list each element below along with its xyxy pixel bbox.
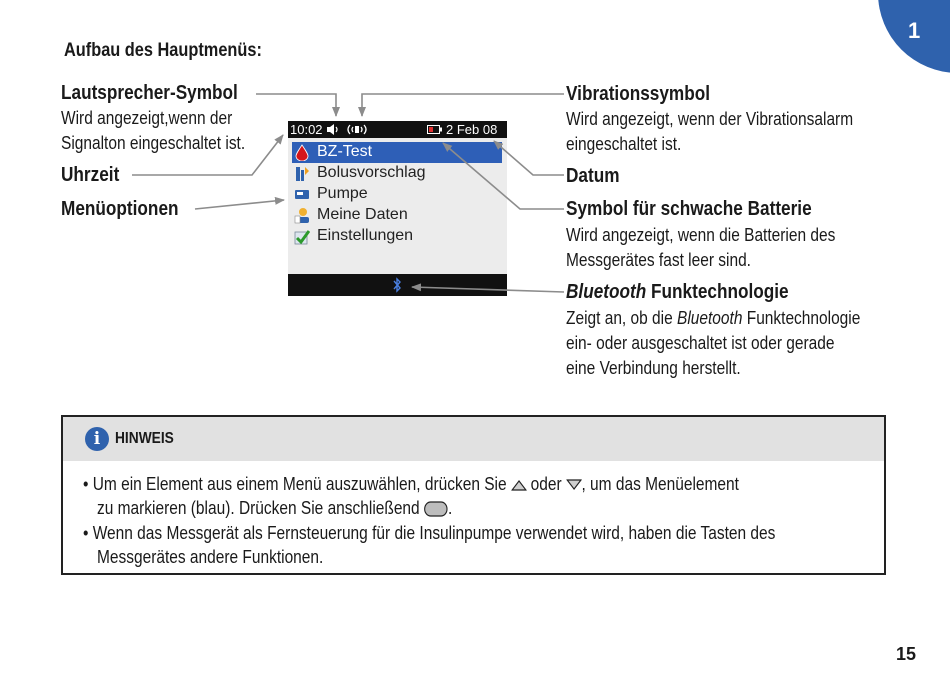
speaker-callout-line [256,94,336,116]
chapter-number: 1 [908,18,921,43]
note-bullet-1-line-2 [97,496,452,520]
vibration-label-line2: eingeschaltet ist. [566,134,682,154]
bluetooth-line1-pre: Zeigt an, ob die [566,308,678,328]
bluetooth-line1-italic: Bluetooth [677,308,743,328]
menu-item-label: Bolusvorschlag [317,164,426,181]
bluetooth-label-line2: ein- oder ausgeschaltet ist oder gerade [566,333,835,353]
low-battery-callout-line [443,143,564,209]
note-text: . [448,498,453,518]
note-text: oder [526,474,566,494]
time-label-title: Uhrzeit [61,164,120,186]
down-key-icon [566,479,581,491]
date-label-title: Datum [566,165,620,187]
note-bullet-1-line-1 [83,472,739,496]
vibration-label-line1: Wird angezeigt, wenn der Vibrationsalarm [566,109,854,129]
note-text: , um das Menüelement [581,474,739,494]
info-icon: i [85,427,109,451]
speaker-label-line2: Signalton eingeschaltet ist. [61,133,246,153]
status-time: 10:02 [290,122,323,137]
menu-options-callout-line [195,200,284,209]
low-battery-label-line1: Wird angezeigt, wenn die Batterien des [566,225,836,245]
low-battery-label-title: Symbol für schwache Batterie [566,198,812,220]
speaker-label-line1: Wird angezeigt,wenn der [61,108,233,128]
bluetooth-callout-line [412,287,564,292]
note-text: zu markieren (blau). Drücken Sie anschließend [97,498,424,518]
low-battery-label-line2: Messgerätes fast leer sind. [566,250,751,270]
bluetooth-label-title-rest: Funktechnologie [646,281,789,303]
note-header [63,417,884,461]
note-text: • Um ein Element aus einem Menü auszuwählen, drücken Sie [83,474,511,494]
bluetooth-line1-post: Funktechnologie [742,308,861,328]
note-box [61,415,886,575]
time-callout-line [132,135,283,175]
vibration-callout-line [362,94,564,116]
note-title: HINWEIS [115,430,174,447]
bluetooth-label-line3: eine Verbindung herstellt. [566,358,741,378]
section-title: Aufbau des Hauptmenüs: [64,40,262,61]
menu-options-label-title: Menüoptionen [61,198,179,220]
date-callout-line [494,141,564,175]
menu-item-label: Einstellungen [317,227,414,244]
note-bullet-2-line-2: Messgerätes andere Funktionen. [97,547,324,567]
speaker-label-title: Lautsprecher-Symbol [61,82,238,104]
menu-item-label: BZ-Test [317,143,373,160]
vibration-label-title: Vibrationssymbol [566,83,711,105]
up-key-icon [511,479,526,491]
enter-key-icon [424,501,448,517]
status-date: 2 Feb 08 [446,122,498,137]
page-number: 15 [896,644,917,664]
menu-item-label: Meine Daten [317,206,408,223]
bluetooth-label-title-italic: Bluetooth [566,281,647,303]
note-bullet-2-line-1: • Wenn das Messgerät als Fernsteuerung für die Insulinpumpe verwendet wird, haben die Tasten des [83,523,776,543]
menu-item-label: Pumpe [317,185,368,202]
